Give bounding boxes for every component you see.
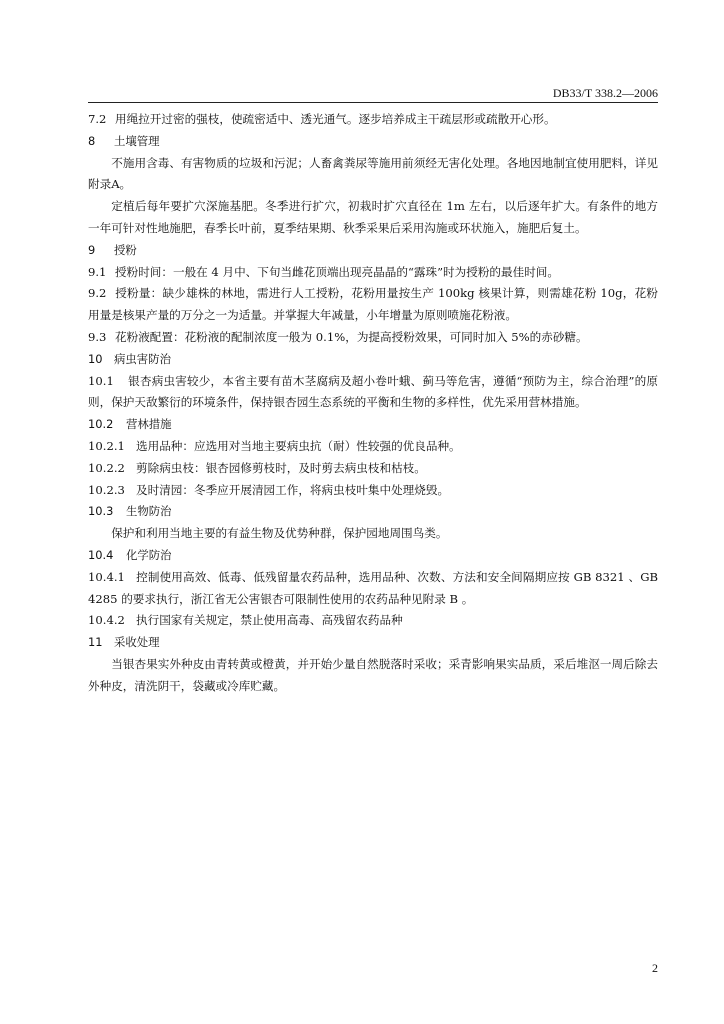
- section-heading-10: [88, 349, 658, 371]
- subsection-heading-10-4: [88, 545, 658, 567]
- clause-text: 及时清园：冬季应开展清园工作，将病虫枝叶集中处理烧毁。: [136, 482, 450, 497]
- clause-number: 9.3: [88, 329, 107, 344]
- clause-number: 10.2.2: [88, 460, 125, 475]
- clause-10-1: [88, 371, 658, 415]
- clause-text: 用绳拉开过密的强枝，使疏密适中、透光通气。逐步培养成主干疏层形或疏散开心形。: [115, 112, 556, 126]
- paragraph-biological-control: 保护和利用当地主要的有益生物及优势种群，保护园地周围鸟类。: [111, 526, 448, 541]
- clause-10-2-3: [88, 480, 658, 502]
- clause-text: 剪除病虫枝：银杏园修剪枝时，及时剪去病虫枝和枯枝。: [136, 460, 426, 475]
- document-id: DB33/T 338.2—2006: [552, 86, 658, 100]
- section-title: 病虫害防治: [114, 351, 171, 366]
- clause-9-2: [88, 283, 658, 327]
- clause-10-4-1: [88, 567, 658, 611]
- clause-text: 授粉量：缺少雄株的林地，需进行人工授粉，花粉用量按生产 100kg 核果计算，则需雄花粉 10g，花粉用量是核果产量的万分之一为适量。并掌握大年减量，小年增量为原则喷施花粉液。: [88, 286, 658, 323]
- clause-10-4-2: [88, 610, 658, 632]
- clause-9-1: [88, 262, 658, 284]
- paragraph-fertilizer-use: 不施用含毒、有害物质的垃圾和污泥；人畜禽粪尿等施用前须经无害化处理。各地因地制宜使用肥料，详见附录A。: [88, 155, 658, 192]
- section-number: 10: [88, 351, 103, 366]
- section-title: 土壤管理: [114, 133, 160, 148]
- paragraph-harvest: 当银杏果实外种皮由青转黄或橙黄，并开始少量自然脱落时采收；采青影响果实品质，采后堆沤一周后除去外种皮，清洗阴干，袋藏或冷库贮藏。: [88, 656, 658, 693]
- clause-text: 授粉时间：一般在 4 月中、下旬当雌花顶端出现亮晶晶的“露珠”时为授粉的最佳时间。: [115, 264, 559, 279]
- clause-text: 银杏病虫害较少，本省主要有苗木茎腐病及超小卷叶蛾、蓟马等危害，遵循“预防为主，综合治理”的原则，保护天敌繁衍的环境条件，保持银杏园生态系统的平衡和生物的多样性，优先采用营林措施。: [88, 373, 658, 410]
- clause-number: 7.2: [88, 112, 107, 126]
- document-body: [88, 109, 658, 698]
- clause-number: 9.2: [88, 286, 107, 301]
- clause-10-2-2: [88, 458, 658, 480]
- section-title: 授粉: [114, 242, 137, 257]
- subsection-number: 10.3: [88, 504, 114, 519]
- clause-number: 10.1: [88, 373, 114, 388]
- clause-7-2: [88, 109, 658, 131]
- subsection-heading-10-3: [88, 501, 658, 523]
- header-rule: [88, 102, 658, 103]
- clause-number: 10.2.3: [88, 482, 125, 497]
- paragraph-base-fertilizer: 定植后每年要扩穴深施基肥。冬季进行扩穴，初栽时扩穴直径在 1m 左右，以后逐年扩大。有条件的地方一年可针对性地施肥，春季长叶前，夏季结果期、秋季采果后采用沟施或环状施入，施肥后复土。: [88, 199, 658, 235]
- clause-text: 花粉液配置：花粉液的配制浓度一般为 0.1%，为提高授粉效果，可同时加入 5%的赤砂糖。: [115, 329, 588, 344]
- clause-10-2-1: [88, 436, 658, 458]
- section-heading-8: [88, 131, 658, 153]
- subsection-title: 生物防治: [126, 504, 172, 519]
- section-heading-9: [88, 240, 658, 262]
- page-number: 2: [652, 961, 658, 975]
- clause-text: 执行国家有关规定，禁止使用高毒、高残留农药品种: [136, 613, 403, 628]
- clause-number: 10.2.1: [88, 438, 125, 453]
- section-heading-11: [88, 632, 658, 654]
- clause-text: 选用品种：应选用对当地主要病虫抗（耐）性较强的优良品种。: [136, 438, 461, 453]
- clause-9-3: [88, 327, 658, 349]
- section-number: 8: [88, 133, 96, 148]
- subsection-title: 营林措施: [126, 417, 172, 432]
- clause-text: 控制使用高效、低毒、低残留量农药品种，选用品种、次数、方法和安全间隔期应按 GB 8321 、GB 4285 的要求执行，浙江省无公害银杏可限制性使用的农药品种见附录 B 。: [88, 569, 658, 606]
- clause-number: 9.1: [88, 264, 107, 279]
- section-number: 9: [88, 242, 96, 257]
- section-number: 11: [88, 635, 103, 650]
- subsection-heading-10-2: [88, 414, 658, 436]
- subsection-number: 10.2: [88, 417, 114, 432]
- subsection-number: 10.4: [88, 547, 114, 562]
- clause-number: 10.4.2: [88, 613, 125, 628]
- clause-number: 10.4.1: [88, 569, 125, 584]
- section-title: 采收处理: [114, 635, 160, 650]
- subsection-title: 化学防治: [126, 547, 172, 562]
